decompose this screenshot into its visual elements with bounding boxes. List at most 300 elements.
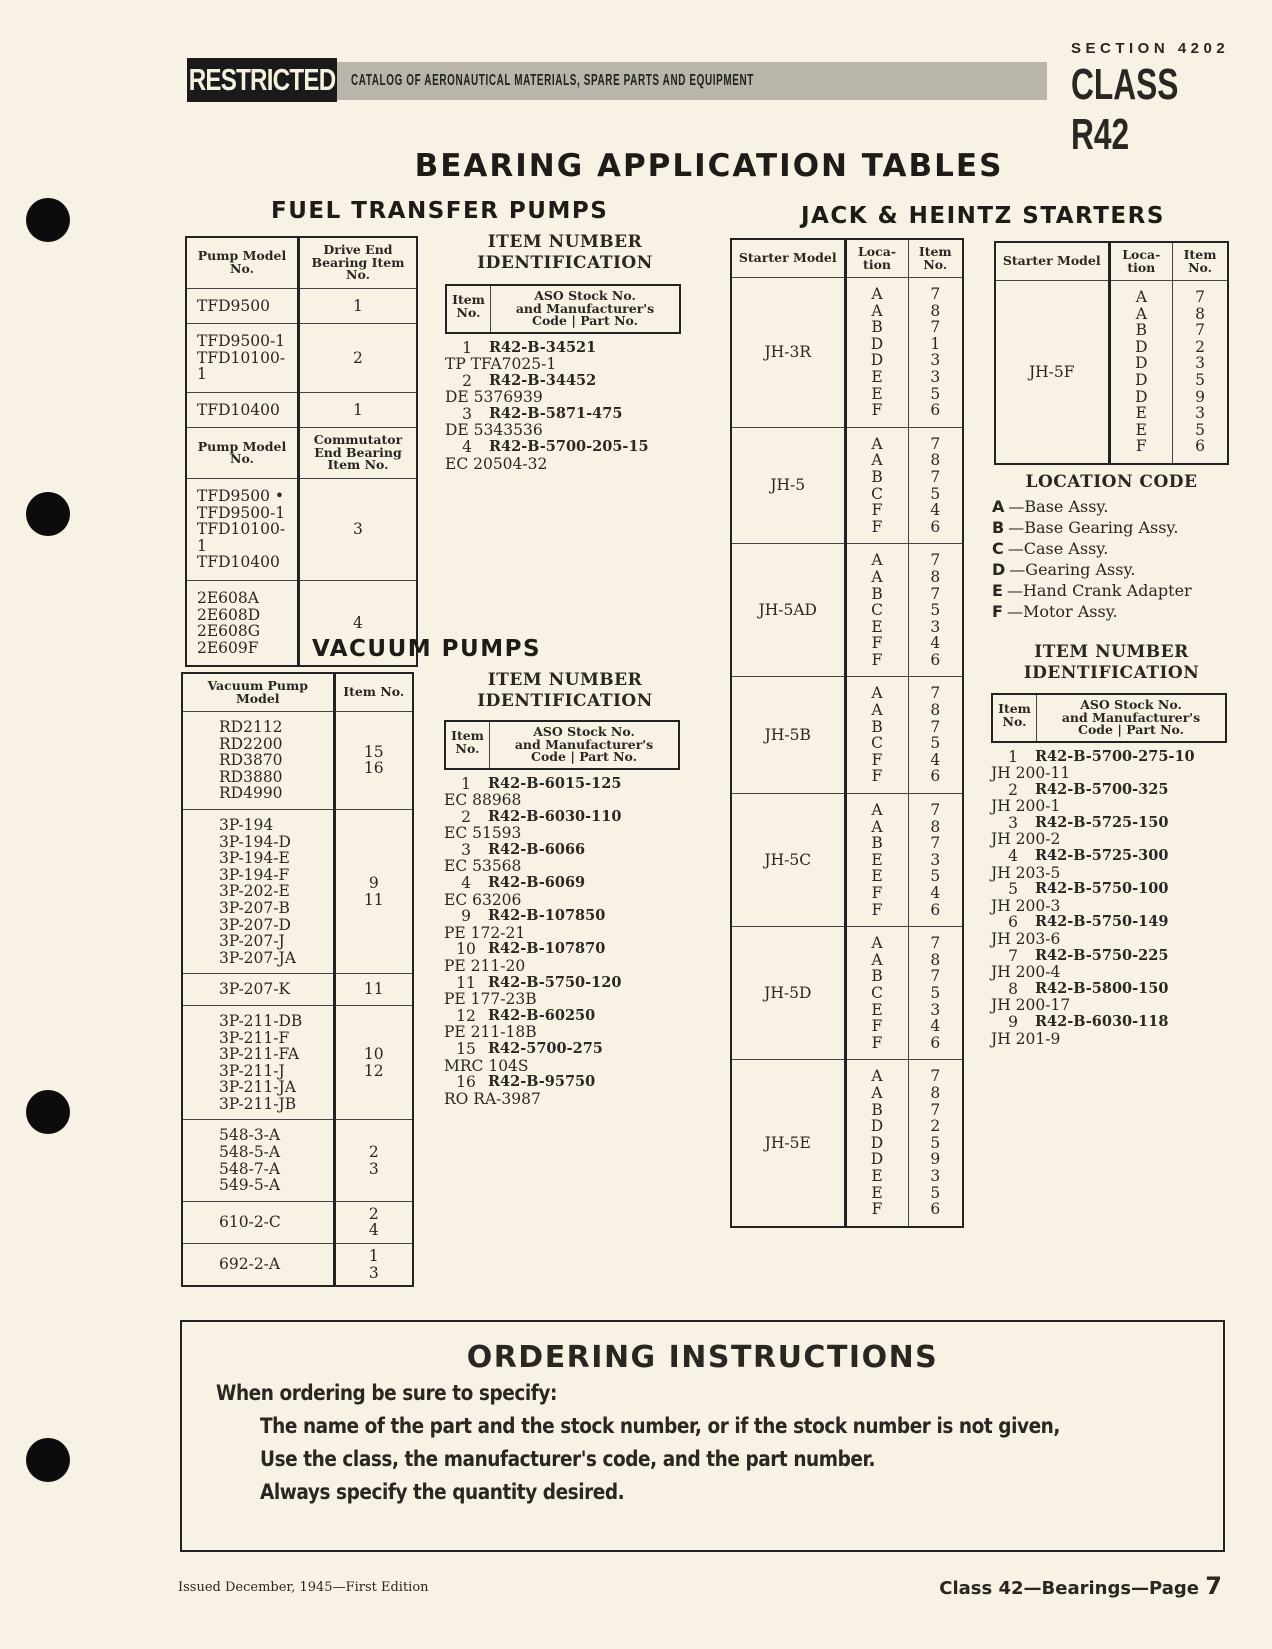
- item-number: 2: [1008, 780, 1018, 799]
- id-entry: [445, 406, 681, 439]
- model-cell: [182, 974, 334, 1006]
- item-number: 7: [930, 834, 941, 853]
- item-number: 3: [1008, 813, 1018, 832]
- starter-model: JH-5: [731, 427, 845, 544]
- location-letter: D: [1135, 354, 1148, 373]
- pump-model: TFD10400: [197, 400, 280, 419]
- item-cell: [334, 1201, 413, 1243]
- item-number: 7: [930, 551, 941, 570]
- vacuum-id-heading: ITEM NUMBER IDENTIFICATION: [477, 670, 653, 711]
- item-number: 4: [461, 874, 471, 893]
- ordering-line: Always specify the quantity desired.: [260, 1480, 625, 1504]
- table-row: [995, 281, 1228, 464]
- table-row: [182, 1005, 413, 1120]
- page-label: Class 42—Bearings—Page: [939, 1578, 1200, 1599]
- pump-model: 3P-211-JA: [219, 1078, 296, 1097]
- manufacturer-part: PE 211-18B: [444, 1023, 537, 1042]
- column-header: Vacuum Pump Model: [182, 673, 334, 712]
- item-number: 2: [368, 1204, 379, 1223]
- id-row: [445, 439, 681, 456]
- location-letter: B: [871, 1100, 883, 1119]
- table-row: [731, 544, 963, 677]
- manufacturer-part: JH 200-1: [991, 797, 1061, 816]
- table-row: [186, 288, 417, 324]
- id-entry: [444, 908, 680, 941]
- item-number: 8: [1195, 304, 1205, 323]
- item-number: 4: [368, 1221, 379, 1240]
- location-cell: [845, 927, 908, 1060]
- item-number: 2: [930, 1117, 941, 1136]
- stock-number: R42-B-6066: [488, 840, 586, 858]
- location-key: C: [992, 539, 1004, 558]
- item-number: 15: [456, 1040, 476, 1058]
- manufacturer-part: JH 203-6: [991, 930, 1061, 949]
- column-header: Loca- tion: [1109, 242, 1173, 281]
- pump-model: RD3880: [219, 767, 283, 786]
- location-letter: D: [1135, 337, 1148, 356]
- item-number: 3: [930, 1166, 941, 1185]
- item-number: 5: [1195, 370, 1205, 389]
- starter-model: JH-5AD: [731, 544, 845, 677]
- item-no-header: Item No.: [993, 695, 1037, 741]
- starter-model: JH-3R: [731, 278, 845, 428]
- item-number: 6: [930, 1200, 941, 1219]
- table-row: [182, 1120, 413, 1201]
- id-table-header: [444, 720, 680, 770]
- item-number: 11: [456, 973, 476, 992]
- stock-number: R42-B-5700-275-10: [1035, 747, 1195, 765]
- item-number: 3: [461, 840, 471, 859]
- model-cell: [182, 1201, 334, 1243]
- id-row: [444, 875, 680, 892]
- location-code-list: [992, 496, 1192, 622]
- item-cell: [908, 927, 963, 1060]
- id-row: [445, 340, 681, 357]
- column-header: Item No.: [1173, 242, 1228, 281]
- item-number: 1: [353, 400, 363, 419]
- pump-model: 3P-202-E: [219, 882, 290, 901]
- aso-stock-header: [491, 286, 679, 332]
- fuel-id-list: [445, 284, 681, 472]
- aso-stock-header: [1037, 695, 1225, 741]
- location-letter: A: [871, 567, 883, 586]
- id-row: [444, 975, 680, 992]
- item-number: 1: [930, 334, 941, 353]
- item-number: 7: [930, 1067, 941, 1086]
- id-row: [991, 914, 1227, 931]
- item-number: 7: [1008, 946, 1018, 965]
- starter-model: JH-5D: [731, 927, 845, 1060]
- binder-hole: [26, 492, 70, 536]
- item-number: 7: [930, 684, 941, 703]
- column-header: Drive End Bearing Item No.: [298, 237, 417, 288]
- stock-number: R42-B-5750-100: [1035, 880, 1169, 898]
- stock-number: R42-B-5750-225: [1035, 946, 1169, 964]
- item-number: 2: [368, 1143, 379, 1162]
- fuel-heading: FUEL TRANSFER PUMPS: [271, 198, 609, 224]
- binder-hole: [26, 1090, 70, 1134]
- ordering-intro: When ordering be sure to specify:: [216, 1381, 557, 1405]
- item-number: 6: [930, 767, 941, 786]
- catalog-banner: [337, 62, 1047, 100]
- location-key: E: [992, 581, 1003, 600]
- header-row: [186, 237, 417, 288]
- column-header: Pump Model No.: [186, 428, 298, 479]
- location-letter: C: [871, 484, 883, 503]
- location-cell: [845, 427, 908, 544]
- id-entry: [991, 848, 1227, 881]
- model-cell: [182, 809, 334, 973]
- stock-number: R42-B-6069: [488, 874, 586, 892]
- fuel-table: [185, 236, 418, 667]
- stock-number: R42-B-95750: [488, 1073, 596, 1091]
- location-letter: A: [871, 1067, 883, 1086]
- pump-model: 3P-207-B: [219, 898, 290, 917]
- model-cell: [182, 1120, 334, 1201]
- location-letter: E: [871, 1166, 883, 1185]
- stock-number: R42-B-5750-149: [1035, 913, 1169, 931]
- location-letter: A: [871, 817, 883, 836]
- starter-model: JH-5B: [731, 677, 845, 794]
- item-number: 3: [353, 520, 363, 539]
- item-number: 6: [930, 401, 941, 420]
- manufacturer-part: PE 211-20: [444, 957, 526, 976]
- item-number: 1: [461, 774, 471, 793]
- location-letter: A: [871, 934, 883, 953]
- item-number: 3: [930, 351, 941, 370]
- item-cell: [298, 478, 417, 580]
- item-cell: [334, 809, 413, 973]
- item-cell: [334, 712, 413, 810]
- location-letter: A: [1135, 304, 1147, 323]
- item-number: 5: [930, 867, 941, 886]
- location-description: —Motor Assy.: [1006, 602, 1118, 621]
- item-number: 4: [930, 501, 941, 520]
- id-row: [991, 749, 1227, 766]
- manufacturer-part: RO RA-3987: [444, 1089, 541, 1108]
- stock-number: R42-B-5871-475: [489, 404, 623, 422]
- location-code-entry: [992, 538, 1192, 559]
- starters-id-heading: ITEM NUMBER IDENTIFICATION: [1023, 642, 1200, 683]
- pump-model: 3P-211-J: [219, 1061, 285, 1080]
- location-code-entry: [992, 517, 1192, 538]
- manufacturer-part: TP TFA7025-1: [445, 355, 557, 374]
- table-row: [731, 927, 963, 1060]
- item-number: 8: [930, 1083, 941, 1102]
- stock-number: R42-B-6030-118: [1035, 1013, 1169, 1030]
- item-number: 7: [930, 285, 941, 303]
- page-number: 7: [1205, 1572, 1222, 1600]
- id-entry: [444, 975, 680, 1008]
- location-description: —Base Assy.: [1008, 497, 1109, 516]
- column-header: Starter Model: [995, 242, 1109, 281]
- model-cell: [186, 324, 298, 393]
- pump-model: 3P-207-J: [219, 932, 285, 951]
- stock-number: R42-B-107870: [488, 940, 606, 958]
- id-table-header: [445, 284, 681, 334]
- item-number: 12: [363, 1061, 384, 1080]
- item-cell: [908, 1060, 963, 1227]
- location-letter: F: [871, 1017, 883, 1036]
- header-row: [995, 242, 1228, 281]
- location-cell: [1109, 281, 1173, 464]
- item-number: 7: [930, 717, 941, 736]
- id-entry: [991, 981, 1227, 1014]
- location-description: —Gearing Assy.: [1009, 560, 1136, 579]
- location-letter: E: [871, 617, 883, 636]
- item-number: 5: [930, 384, 941, 403]
- stock-number: R42-B-5750-120: [488, 973, 622, 991]
- location-letter: B: [871, 834, 883, 853]
- item-cell: [334, 974, 413, 1006]
- item-number: 5: [1008, 880, 1018, 899]
- manufacturer-part: JH 203-5: [991, 863, 1061, 882]
- location-key: D: [992, 560, 1006, 579]
- location-letter: A: [871, 684, 883, 703]
- item-cell: [334, 1244, 413, 1287]
- page-footer: [939, 1572, 1222, 1600]
- page-title: BEARING APPLICATION TABLES: [414, 148, 1004, 184]
- pump-model: 3P-211-JB: [219, 1094, 297, 1113]
- location-letter: F: [871, 750, 883, 769]
- location-letter: E: [1135, 420, 1147, 439]
- location-cell: [845, 1060, 908, 1227]
- issued-date: Issued December, 1945—First Edition: [178, 1580, 429, 1595]
- item-number: 9: [461, 907, 471, 926]
- location-code-entry: [992, 580, 1192, 601]
- ordering-instructions-box: [180, 1320, 1225, 1552]
- stock-number: R42-B-6015-125: [488, 774, 622, 792]
- table-row: [731, 427, 963, 544]
- manufacturer-part: EC 88968: [444, 791, 522, 810]
- header-row: [182, 673, 413, 712]
- table-row: [182, 1244, 413, 1287]
- stock-number: R42-B-5800-150: [1035, 979, 1169, 997]
- id-row: [444, 908, 680, 925]
- location-letter: E: [871, 850, 883, 869]
- model-cell: [182, 1244, 334, 1287]
- header-line: Code | Part No.: [1078, 722, 1184, 737]
- fuel-id-heading: ITEM NUMBER IDENTIFICATION: [477, 232, 653, 273]
- item-number: 3: [1195, 354, 1205, 373]
- id-entry: [991, 749, 1227, 782]
- starter-table: [994, 241, 1229, 465]
- location-letter: A: [871, 950, 883, 969]
- pump-model: 3P-207-D: [219, 915, 291, 934]
- id-entry: [991, 815, 1227, 848]
- id-entry: [444, 1041, 680, 1074]
- pump-model: 2E608D: [197, 605, 261, 624]
- manufacturer-part: JH 200-4: [991, 963, 1061, 982]
- stock-number: R42-B-34521: [489, 338, 597, 356]
- item-number: 10: [456, 940, 476, 959]
- item-number: 3: [930, 850, 941, 869]
- item-number: 4: [930, 750, 941, 769]
- location-letter: B: [871, 318, 883, 337]
- item-number: 6: [930, 517, 941, 536]
- table-row: [731, 278, 963, 428]
- model-cell: [182, 712, 334, 810]
- location-letter: F: [871, 1033, 883, 1052]
- pump-model: 3P-194: [219, 815, 274, 834]
- item-cell: [298, 392, 417, 428]
- model-cell: [186, 478, 298, 580]
- item-number: 8: [1008, 979, 1018, 998]
- manufacturer-part: JH 200-17: [991, 996, 1071, 1015]
- item-number: 7: [1195, 288, 1205, 306]
- header-row: [186, 428, 417, 479]
- manufacturer-part: JH 201-9: [991, 1029, 1061, 1048]
- item-number: 5: [930, 601, 941, 620]
- stock-number: R42-B-5700-325: [1035, 780, 1169, 798]
- table-row: [186, 478, 417, 580]
- item-cell: [908, 544, 963, 677]
- item-number: 3: [462, 404, 472, 423]
- id-row: [991, 848, 1227, 865]
- stock-number: R42-B-5700-205-15: [489, 438, 649, 456]
- item-number: 7: [930, 934, 941, 953]
- location-letter: A: [871, 451, 883, 470]
- column-header: Commutator End Bearing Item No.: [298, 428, 417, 479]
- item-number: 4: [930, 634, 941, 653]
- id-entry: [444, 875, 680, 908]
- item-number: 11: [363, 890, 384, 909]
- header-line: ASO Stock No.: [1080, 697, 1182, 712]
- item-cell: [334, 1120, 413, 1201]
- item-number: 4: [930, 1017, 941, 1036]
- manufacturer-part: DE 5343536: [445, 421, 543, 440]
- starter-table: [730, 238, 964, 1228]
- location-letter: B: [871, 967, 883, 986]
- id-entry: [445, 373, 681, 406]
- item-number: 5: [930, 1183, 941, 1202]
- item-cell: [298, 324, 417, 393]
- table-row: [731, 1060, 963, 1227]
- location-code-entry: [992, 559, 1192, 580]
- location-letter: E: [871, 367, 883, 386]
- header-line: ASO Stock No.: [534, 288, 636, 303]
- id-row: [444, 1008, 680, 1025]
- id-entry: [444, 809, 680, 842]
- item-number: 6: [930, 650, 941, 669]
- pump-model: RD2112: [219, 718, 283, 736]
- location-description: —Hand Crank Adapter: [1006, 581, 1192, 600]
- location-letter: F: [871, 517, 883, 536]
- item-cell: [334, 1005, 413, 1120]
- manufacturer-part: EC 51593: [444, 824, 522, 843]
- table-row: [186, 324, 417, 393]
- item-number: 11: [363, 980, 384, 999]
- id-row: [445, 406, 681, 423]
- item-number: 10: [363, 1045, 384, 1064]
- binder-hole: [26, 198, 70, 242]
- header-line: Code | Part No.: [532, 313, 638, 328]
- restricted-text: RESTRICTED: [188, 62, 336, 97]
- location-letter: C: [871, 601, 883, 620]
- binder-hole: [26, 1438, 70, 1482]
- manufacturer-part: JH 200-11: [991, 764, 1071, 783]
- location-key: B: [992, 518, 1005, 537]
- item-number: 7: [1195, 321, 1205, 340]
- table-row: [182, 1201, 413, 1243]
- location-letter: A: [871, 285, 883, 303]
- item-cell: [908, 278, 963, 428]
- pump-model: 3P-211-F: [219, 1028, 290, 1047]
- location-code-entry: [992, 601, 1192, 622]
- table-row: [182, 809, 413, 973]
- location-code-heading: LOCATION CODE: [1025, 472, 1198, 492]
- location-letter: D: [870, 1150, 884, 1169]
- id-rows: [445, 340, 681, 473]
- item-no-header: Item No.: [446, 722, 490, 768]
- location-letter: F: [1135, 437, 1147, 456]
- starter-model: JH-5E: [731, 1060, 845, 1227]
- manufacturer-part: JH 200-2: [991, 830, 1061, 849]
- table-row: [186, 392, 417, 428]
- item-cell: [908, 427, 963, 544]
- location-letter: F: [871, 501, 883, 520]
- manufacturer-part: PE 177-23B: [444, 990, 537, 1009]
- pump-model: TFD10100-1: [197, 348, 286, 384]
- id-entry: [991, 948, 1227, 981]
- id-row: [991, 815, 1227, 832]
- manufacturer-part: EC 20504-32: [445, 454, 548, 473]
- item-number: 2: [1195, 337, 1205, 356]
- location-letter: D: [870, 334, 884, 353]
- item-number: 6: [930, 1033, 941, 1052]
- manufacturer-part: PE 172-21: [444, 923, 526, 942]
- location-letter: E: [871, 1000, 883, 1019]
- item-number: 5: [930, 983, 941, 1002]
- pump-model: TFD10100-1: [197, 520, 286, 555]
- pump-model: RD4990: [219, 784, 283, 803]
- restricted-label: [187, 58, 337, 102]
- location-letter: A: [871, 301, 883, 320]
- id-entry: [991, 1014, 1227, 1047]
- ordering-title: ORDERING INSTRUCTIONS: [466, 1340, 939, 1375]
- stock-number: R42-B-6030-110: [488, 807, 622, 825]
- ordering-line: Use the class, the manufacturer's code, and the part number.: [260, 1447, 876, 1471]
- location-letter: D: [1135, 387, 1148, 406]
- id-row: [444, 941, 680, 958]
- class-text: CLASS R42: [1071, 60, 1179, 159]
- pump-model: 548-7-A: [219, 1159, 281, 1178]
- header-line: and Manufacturer's: [514, 736, 654, 752]
- location-letter: E: [871, 384, 883, 403]
- starters-id-list: [991, 693, 1227, 1047]
- item-number: 6: [930, 900, 941, 919]
- stock-number: R42-B-5725-300: [1035, 847, 1169, 865]
- location-letter: C: [871, 983, 883, 1002]
- item-number: 9: [930, 1150, 941, 1169]
- starters-heading: JACK & HEINTZ STARTERS: [801, 203, 1165, 229]
- location-letter: D: [1135, 370, 1148, 389]
- model-cell: [186, 580, 298, 666]
- item-number: 6: [1008, 913, 1018, 932]
- manufacturer-part: DE 5376939: [445, 388, 543, 407]
- item-number: 8: [930, 817, 941, 836]
- item-number: 8: [930, 567, 941, 586]
- item-cell: [298, 288, 417, 324]
- id-table-header: [991, 693, 1227, 743]
- table-row: [731, 677, 963, 794]
- id-row: [444, 1074, 680, 1091]
- item-number: 7: [930, 318, 941, 337]
- item-number: 5: [930, 1133, 941, 1152]
- location-letter: D: [870, 351, 884, 370]
- item-number: 3: [368, 1159, 379, 1178]
- item-number: 3: [1195, 404, 1205, 423]
